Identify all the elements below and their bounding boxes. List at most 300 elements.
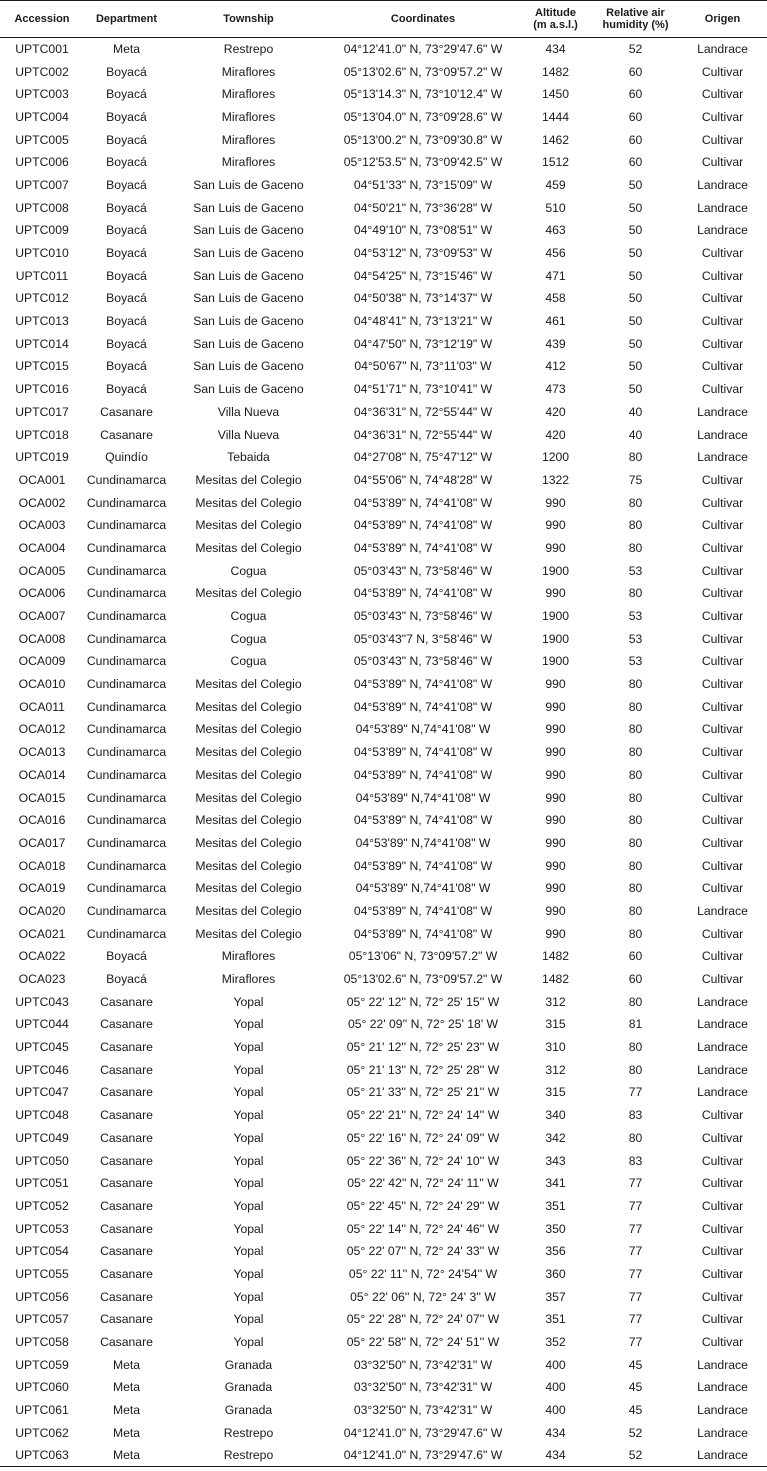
accession-cell: OCA015 <box>18 790 66 805</box>
township-cell: Mesitas del Colegio <box>195 540 302 555</box>
township-cell: Miraflores <box>221 87 276 102</box>
coordinates-cell: 04°27'08" N, 75°47'12" W <box>353 450 493 465</box>
table-row <box>0 378 767 401</box>
table-row <box>0 1444 767 1467</box>
altitude-cell: 312 <box>545 1062 566 1077</box>
table-row <box>0 1376 767 1399</box>
origin-cell: Landrace <box>697 450 748 465</box>
origin-cell: Cultivar <box>701 109 744 124</box>
accession-cell: UPTC008 <box>15 200 69 215</box>
coordinates-cell: 04°51'33" N, 73°15'09" W <box>353 177 493 192</box>
table-row <box>0 401 767 424</box>
coordinates-cell: 05°13'06" N, 73°09'57.2" W <box>348 949 498 964</box>
origin-cell: Landrace <box>697 223 748 238</box>
humidity-cell: 80 <box>628 767 643 782</box>
accession-cell: UPTC002 <box>15 64 69 79</box>
township-cell: Mesitas del Colegio <box>195 699 302 714</box>
table-row <box>0 491 767 514</box>
humidity-cell: 50 <box>628 336 643 351</box>
accession-cell: UPTC012 <box>15 291 69 306</box>
table-row <box>0 1421 767 1444</box>
accession-cell: UPTC054 <box>15 1244 69 1259</box>
origin-cell: Cultivar <box>701 609 744 624</box>
township-cell: Miraflores <box>221 64 276 79</box>
accession-cell: UPTC046 <box>15 1062 69 1077</box>
altitude-cell: 315 <box>545 1085 566 1100</box>
table-row <box>0 423 767 446</box>
altitude-cell: 990 <box>545 767 566 782</box>
humidity-cell: 80 <box>628 586 643 601</box>
table-row <box>0 877 767 900</box>
origin-cell: Landrace <box>697 42 748 57</box>
altitude-cell: 1900 <box>541 609 570 624</box>
origin-cell: Landrace <box>697 1062 748 1077</box>
humidity-cell: 52 <box>593 1444 678 1467</box>
humidity-cell: 50 <box>628 200 643 215</box>
table-row <box>0 718 767 741</box>
humidity-cell: 45 <box>628 1403 643 1418</box>
accession-cell: OCA007 <box>18 609 66 624</box>
header-altitude-line2: (m a.s.l.) <box>533 19 578 31</box>
accession-cell: UPTC056 <box>15 1289 69 1304</box>
header-coordinates: Coordinates <box>328 1 518 38</box>
humidity-cell: 60 <box>628 109 643 124</box>
origin-cell: Cultivar <box>701 495 744 510</box>
accession-cell: UPTC005 <box>15 132 69 147</box>
table-row <box>0 446 767 469</box>
origin-cell: Cultivar <box>701 745 744 760</box>
township-cell: Villa Nueva <box>217 427 280 442</box>
altitude-cell: 434 <box>518 1444 593 1467</box>
humidity-cell: 60 <box>628 972 643 987</box>
origin-cell: Landrace <box>697 200 748 215</box>
accession-cell: UPTC055 <box>15 1266 69 1281</box>
department-cell: Meta <box>84 1444 169 1467</box>
coordinates-cell: 05°13'14.3" N, 73°10'12.4" W <box>343 87 503 102</box>
coordinates-cell: 04°53'89" N,74°41'08" W <box>355 722 491 737</box>
table-row <box>0 1353 767 1376</box>
township-cell: Yopal <box>233 1221 264 1236</box>
township-cell: Mesitas del Colegio <box>195 472 302 487</box>
table-row <box>0 786 767 809</box>
origin-cell: Cultivar <box>701 813 744 828</box>
township-cell: Mesitas del Colegio <box>195 586 302 601</box>
altitude-cell: 990 <box>545 518 566 533</box>
coordinates-cell: 05°13'00.2" N, 73°09'30.8" W <box>343 132 503 147</box>
department-cell: Quindío <box>105 450 148 465</box>
altitude-cell: 351 <box>545 1198 566 1213</box>
altitude-cell: 434 <box>545 42 566 57</box>
coordinates-cell: 03°32'50" N, 73°42'31" W <box>353 1403 493 1418</box>
coordinates-cell: 05° 22' 11'' N, 72° 24'54'' W <box>348 1266 498 1281</box>
accession-cell: OCA004 <box>18 540 66 555</box>
table-row <box>0 1104 767 1127</box>
altitude-cell: 990 <box>545 699 566 714</box>
humidity-cell: 75 <box>628 472 643 487</box>
department-cell: Cundinamarca <box>86 677 167 692</box>
altitude-cell: 990 <box>545 790 566 805</box>
coordinates-cell: 04°53'89" N, 74°41'08" W <box>353 677 493 692</box>
coordinates-cell: 04°53'89" N, 74°41'08" W <box>353 699 493 714</box>
table-row <box>0 673 767 696</box>
altitude-cell: 461 <box>545 314 566 329</box>
header-altitude-line1: Altitude <box>535 7 576 19</box>
accession-cell: UPTC062 <box>15 1425 69 1440</box>
township-cell: Mesitas del Colegio <box>195 858 302 873</box>
department-cell: Cundinamarca <box>86 813 167 828</box>
humidity-cell: 77 <box>628 1244 643 1259</box>
township-cell: Yopal <box>233 1198 264 1213</box>
accession-cell: UPTC013 <box>15 314 69 329</box>
humidity-cell: 53 <box>628 609 643 624</box>
humidity-cell: 52 <box>628 1425 643 1440</box>
table-header <box>0 1 767 38</box>
origin-cell: Cultivar <box>701 1221 744 1236</box>
table-row <box>0 1217 767 1240</box>
accession-cell: UPTC010 <box>15 246 69 261</box>
humidity-cell: 80 <box>628 1062 643 1077</box>
accession-cell: UPTC043 <box>15 994 69 1009</box>
humidity-cell: 60 <box>628 155 643 170</box>
department-cell: Cundinamarca <box>86 745 167 760</box>
township-cell: Miraflores <box>221 132 276 147</box>
altitude-cell: 456 <box>545 246 566 261</box>
coordinates-cell: 04°51'71" N, 73°10'41" W <box>353 382 493 397</box>
header-humidity <box>593 1 678 38</box>
coordinates-cell: 04°53'89" N,74°41'08" W <box>355 835 491 850</box>
humidity-cell: 77 <box>628 1312 643 1327</box>
humidity-cell: 77 <box>628 1198 643 1213</box>
coordinates-cell: 04°53'89" N, 74°41'08" W <box>353 903 493 918</box>
altitude-cell: 412 <box>545 359 566 374</box>
township-cell: Mesitas del Colegio <box>195 495 302 510</box>
table-row <box>0 514 767 537</box>
township-cell: San Luis de Gaceno <box>193 336 304 351</box>
coordinates-cell: 04°53'89" N, 74°41'08" W <box>353 586 493 601</box>
township-cell: Miraflores <box>221 972 276 987</box>
accession-cell: UPTC045 <box>15 1040 69 1055</box>
humidity-cell: 50 <box>628 268 643 283</box>
altitude-cell: 1482 <box>541 949 570 964</box>
origin-cell: Landrace <box>678 1444 767 1467</box>
origin-cell: Cultivar <box>701 699 744 714</box>
table-row <box>0 945 767 968</box>
origin-cell: Cultivar <box>701 949 744 964</box>
origin-cell: Cultivar <box>701 790 744 805</box>
humidity-cell: 50 <box>628 314 643 329</box>
department-cell: Casanare <box>100 1289 153 1304</box>
township-cell: San Luis de Gaceno <box>193 268 304 283</box>
township-cell: San Luis de Gaceno <box>193 177 304 192</box>
coordinates-cell: 04°50'67" N, 73°11'03" W <box>354 359 492 374</box>
township-cell: Restrepo <box>223 1425 274 1440</box>
altitude-cell: 342 <box>545 1130 566 1145</box>
humidity-cell: 60 <box>628 949 643 964</box>
table-row <box>0 582 767 605</box>
altitude-cell: 312 <box>545 994 566 1009</box>
township-cell: San Luis de Gaceno <box>193 382 304 397</box>
table-row <box>0 537 767 560</box>
humidity-cell: 50 <box>628 382 643 397</box>
coordinates-cell: 05° 22' 06'' N, 72° 24' 3'' W <box>350 1289 496 1304</box>
altitude-cell: 458 <box>545 291 566 306</box>
origin-cell: Cultivar <box>701 835 744 850</box>
coordinates-cell: 04°12'41.0" N, 73°29'47.6" W <box>343 42 503 57</box>
accession-cell: UPTC006 <box>15 155 69 170</box>
department-cell: Boyacá <box>106 359 147 374</box>
township-cell: Mesitas del Colegio <box>195 518 302 533</box>
altitude-cell: 1200 <box>541 450 570 465</box>
accession-cell: UPTC018 <box>15 427 69 442</box>
department-cell: Boyacá <box>106 949 147 964</box>
origin-cell: Cultivar <box>701 1289 744 1304</box>
table-row <box>0 741 767 764</box>
origin-cell: Cultivar <box>701 767 744 782</box>
coordinates-cell: 04°53'89" N, 74°41'08" W <box>353 495 493 510</box>
township-cell: Mesitas del Colegio <box>195 926 302 941</box>
township-cell: Yopal <box>233 1335 264 1350</box>
township-cell: Villa Nueva <box>217 404 280 419</box>
department-cell: Casanare <box>100 1312 153 1327</box>
origin-cell: Cultivar <box>701 1266 744 1281</box>
table-row <box>0 310 767 333</box>
altitude-cell: 357 <box>545 1289 566 1304</box>
accession-cell: UPTC050 <box>15 1153 69 1168</box>
table-row <box>0 38 767 61</box>
origin-cell: Landrace <box>697 1357 748 1372</box>
humidity-cell: 80 <box>628 495 643 510</box>
accession-cell: UPTC061 <box>15 1403 69 1418</box>
township-cell: Yopal <box>233 1153 264 1168</box>
department-cell: Cundinamarca <box>86 631 167 646</box>
table-row <box>0 1240 767 1263</box>
header-row <box>0 1 767 38</box>
coordinates-cell: 04°53'89" N, 74°41'08" W <box>353 813 493 828</box>
humidity-cell: 80 <box>628 745 643 760</box>
origin-cell: Cultivar <box>701 586 744 601</box>
altitude-cell: 990 <box>545 903 566 918</box>
accession-cell: OCA019 <box>18 881 66 896</box>
origin-cell: Cultivar <box>701 677 744 692</box>
township-cell: Yopal <box>233 1040 264 1055</box>
humidity-cell: 80 <box>628 994 643 1009</box>
coordinates-cell: 04°48'41" N, 73°13'21" W <box>353 314 493 329</box>
accession-cell: OCA022 <box>18 949 66 964</box>
altitude-cell: 360 <box>545 1266 566 1281</box>
humidity-cell: 80 <box>628 1040 643 1055</box>
accession-cell: OCA001 <box>18 472 66 487</box>
table-row <box>0 1331 767 1354</box>
township-cell: Granada <box>224 1380 273 1395</box>
altitude-cell: 990 <box>545 495 566 510</box>
humidity-cell: 52 <box>628 42 643 57</box>
township-cell: San Luis de Gaceno <box>193 314 304 329</box>
origin-cell: Cultivar <box>701 1153 744 1168</box>
humidity-cell: 77 <box>628 1289 643 1304</box>
department-cell: Cundinamarca <box>86 881 167 896</box>
origin-cell: Cultivar <box>701 1335 744 1350</box>
origin-cell: Cultivar <box>701 1198 744 1213</box>
coordinates-cell: 05°13'02.6" N, 73°09'57.2" W <box>343 972 503 987</box>
township-cell: Mesitas del Colegio <box>195 835 302 850</box>
township-cell: Mesitas del Colegio <box>195 677 302 692</box>
table-row <box>0 1263 767 1286</box>
accession-cell: UPTC049 <box>15 1130 69 1145</box>
department-cell: Casanare <box>100 1335 153 1350</box>
department-cell: Boyacá <box>106 972 147 987</box>
coordinates-cell: 03°32'50" N, 73°42'31" W <box>353 1380 493 1395</box>
table-row <box>0 174 767 197</box>
origin-cell: Cultivar <box>701 1312 744 1327</box>
township-cell: Yopal <box>233 1176 264 1191</box>
coordinates-cell: 04°12'41.0" N, 73°29'47.6" W <box>328 1444 518 1467</box>
origin-cell: Cultivar <box>701 472 744 487</box>
origin-cell: Cultivar <box>701 382 744 397</box>
origin-cell: Cultivar <box>701 314 744 329</box>
table-row <box>0 650 767 673</box>
humidity-cell: 40 <box>628 427 643 442</box>
altitude-cell: 400 <box>545 1357 566 1372</box>
department-cell: Cundinamarca <box>86 654 167 669</box>
coordinates-cell: 04°36'31" N, 72°55'44" W <box>353 404 493 419</box>
department-cell: Boyacá <box>106 87 147 102</box>
humidity-cell: 45 <box>628 1357 643 1372</box>
humidity-cell: 53 <box>628 631 643 646</box>
humidity-cell: 80 <box>628 518 643 533</box>
township-cell: Yopal <box>233 1130 264 1145</box>
humidity-cell: 77 <box>628 1085 643 1100</box>
coordinates-cell: 04°53'89" N, 74°41'08" W <box>353 540 493 555</box>
accession-cell: OCA006 <box>18 586 66 601</box>
humidity-cell: 50 <box>628 291 643 306</box>
department-cell: Cundinamarca <box>86 540 167 555</box>
coordinates-cell: 04°47'50" N, 73°12'19" W <box>353 336 493 351</box>
origin-cell: Cultivar <box>701 1244 744 1259</box>
altitude-cell: 420 <box>545 404 566 419</box>
coordinates-cell: 04°53'89" N, 74°41'08" W <box>353 745 493 760</box>
accession-cell: OCA018 <box>18 858 66 873</box>
department-cell: Boyacá <box>106 109 147 124</box>
department-cell: Casanare <box>100 1040 153 1055</box>
coordinates-cell: 05° 22' 42'' N, 72° 24' 11'' W <box>347 1176 499 1191</box>
origin-cell: Cultivar <box>701 155 744 170</box>
humidity-cell: 80 <box>628 540 643 555</box>
accession-cell: OCA014 <box>18 767 66 782</box>
humidity-cell: 77 <box>628 1335 643 1350</box>
table-row <box>0 968 767 991</box>
origin-cell: Cultivar <box>701 132 744 147</box>
township-cell: Restrepo <box>169 1444 328 1467</box>
township-cell: Miraflores <box>221 109 276 124</box>
coordinates-cell: 05° 22' 45'' N, 72° 24' 29'' W <box>346 1198 500 1213</box>
altitude-cell: 1444 <box>541 109 570 124</box>
coordinates-cell: 04°53'89" N, 74°41'08" W <box>353 518 493 533</box>
coordinates-cell: 05°03'43" N, 73°58'46" W <box>353 609 493 624</box>
township-cell: Mesitas del Colegio <box>195 881 302 896</box>
table-row <box>0 287 767 310</box>
accession-cell: UPTC048 <box>15 1108 69 1123</box>
department-cell: Boyacá <box>106 155 147 170</box>
humidity-cell: 80 <box>628 813 643 828</box>
department-cell: Meta <box>112 1425 141 1440</box>
table-row <box>0 219 767 242</box>
table-row <box>0 151 767 174</box>
altitude-cell: 471 <box>545 268 566 283</box>
accession-cell: OCA012 <box>18 722 66 737</box>
humidity-cell: 60 <box>628 87 643 102</box>
table-row <box>0 1127 767 1150</box>
table-row <box>0 128 767 151</box>
altitude-cell: 990 <box>545 926 566 941</box>
altitude-cell: 1462 <box>541 132 570 147</box>
humidity-cell: 45 <box>628 1380 643 1395</box>
township-cell: Yopal <box>233 994 264 1009</box>
coordinates-cell: 04°53'89" N,74°41'08" W <box>355 881 491 896</box>
township-cell: San Luis de Gaceno <box>193 246 304 261</box>
header-humidity-line1: Relative air <box>606 7 665 19</box>
humidity-cell: 50 <box>628 359 643 374</box>
humidity-cell: 77 <box>628 1176 643 1191</box>
altitude-cell: 990 <box>545 858 566 873</box>
coordinates-cell: 05° 21' 33'' N, 72° 25' 21'' W <box>346 1085 500 1100</box>
accession-cell: UPTC057 <box>15 1312 69 1327</box>
altitude-cell: 990 <box>545 745 566 760</box>
department-cell: Cundinamarca <box>86 518 167 533</box>
header-department: Department <box>84 1 169 38</box>
origin-cell: Landrace <box>697 1403 748 1418</box>
department-cell: Cundinamarca <box>86 563 167 578</box>
origin-cell: Cultivar <box>701 1130 744 1145</box>
humidity-cell: 80 <box>628 835 643 850</box>
humidity-cell: 80 <box>628 858 643 873</box>
accession-cell: UPTC009 <box>15 223 69 238</box>
department-cell: Cundinamarca <box>86 722 167 737</box>
coordinates-cell: 04°12'41.0" N, 73°29'47.6" W <box>343 1425 503 1440</box>
accession-cell: OCA013 <box>18 745 66 760</box>
accession-cell: UPTC014 <box>15 336 69 351</box>
department-cell: Casanare <box>100 1153 153 1168</box>
altitude-cell: 510 <box>545 200 566 215</box>
altitude-cell: 1482 <box>541 972 570 987</box>
altitude-cell: 1900 <box>541 631 570 646</box>
humidity-cell: 80 <box>628 722 643 737</box>
altitude-cell: 459 <box>545 177 566 192</box>
altitude-cell: 350 <box>545 1221 566 1236</box>
accession-cell: OCA021 <box>18 926 66 941</box>
table-row <box>0 60 767 83</box>
altitude-cell: 1900 <box>541 654 570 669</box>
header-accession: Accession <box>0 1 84 38</box>
township-cell: San Luis de Gaceno <box>193 291 304 306</box>
accession-cell: OCA011 <box>19 699 65 714</box>
table-row <box>0 1149 767 1172</box>
table-body <box>0 38 767 1467</box>
table-row <box>0 627 767 650</box>
origin-cell: Cultivar <box>701 268 744 283</box>
altitude-cell: 1900 <box>541 563 570 578</box>
accession-cell: OCA016 <box>18 813 66 828</box>
altitude-cell: 400 <box>545 1380 566 1395</box>
origin-cell: Landrace <box>697 994 748 1009</box>
altitude-cell: 990 <box>545 677 566 692</box>
accession-cell: UPTC015 <box>15 359 69 374</box>
header-altitude <box>518 1 593 38</box>
table-row <box>0 1285 767 1308</box>
township-cell: Yopal <box>233 1062 264 1077</box>
altitude-cell: 990 <box>545 881 566 896</box>
accession-cell: OCA005 <box>18 563 66 578</box>
township-cell: San Luis de Gaceno <box>193 359 304 374</box>
